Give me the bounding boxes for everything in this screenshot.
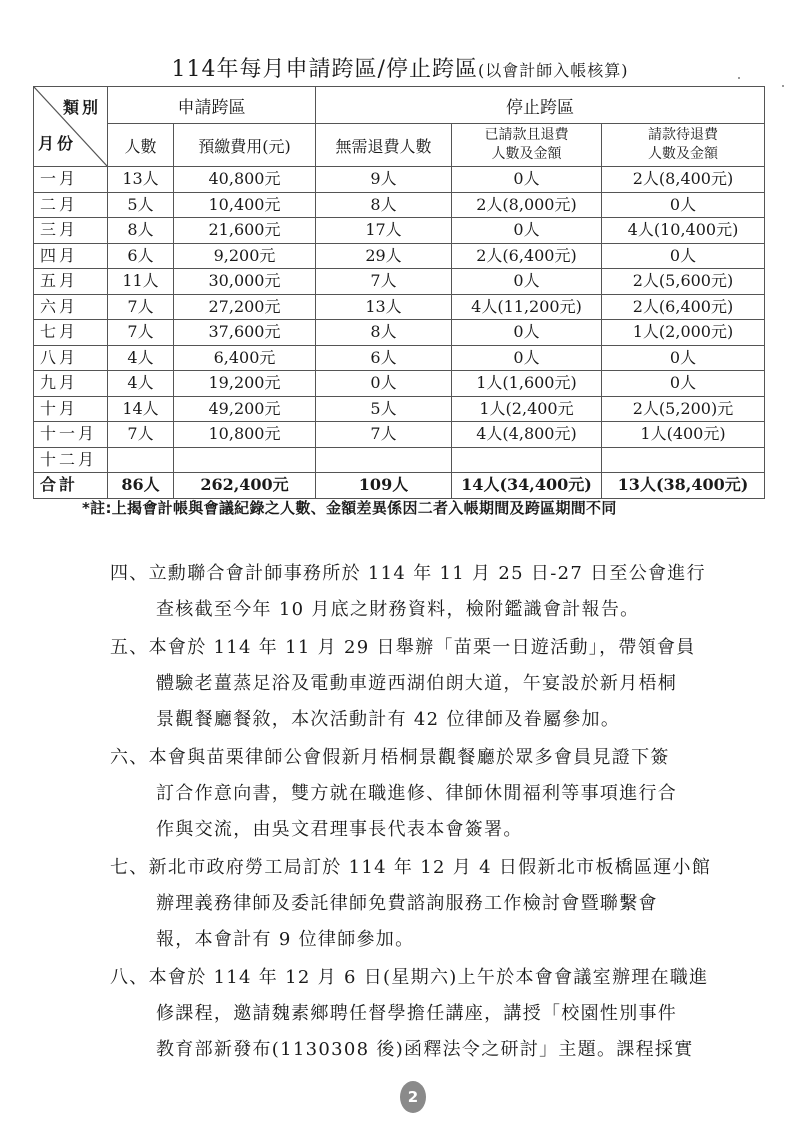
cell-prepaid bbox=[174, 447, 316, 473]
cell-month: 八月 bbox=[34, 345, 108, 371]
cell-refunded: 0人 bbox=[452, 320, 602, 346]
table-row bbox=[34, 422, 765, 448]
group-header-stop: 停止跨區 bbox=[316, 87, 765, 124]
table-row bbox=[34, 320, 765, 346]
agenda-item bbox=[110, 850, 770, 958]
agenda-item bbox=[110, 740, 770, 848]
cell-apply-count: 13人 bbox=[108, 167, 174, 193]
cell-prepaid: 40,800元 bbox=[174, 167, 316, 193]
cell-refunded: 2人(6,400元) bbox=[452, 243, 602, 269]
cell-month: 十月 bbox=[34, 396, 108, 422]
table-row bbox=[34, 269, 765, 295]
agenda-item-line: 教育部新發布(1130308 後)函釋法令之研討」主題。課程採實 bbox=[156, 1039, 694, 1060]
cell-no-refund: 7人 bbox=[316, 269, 452, 295]
title-sub: (以會計師入帳核算) bbox=[477, 61, 629, 80]
agenda-item-line: 報，本會計有 9 位律師參加。 bbox=[156, 929, 415, 950]
cell-pending: 2人(6,400元) bbox=[602, 294, 765, 320]
agenda-item-line: 七、新北市政府勞工局訂於 114 年 12 月 4 日假新北市板橋區運小館 bbox=[110, 857, 712, 878]
col-header-refunded bbox=[452, 124, 602, 167]
table-row-total bbox=[34, 473, 765, 499]
cell-no-refund: 9人 bbox=[316, 167, 452, 193]
document-title bbox=[0, 52, 800, 83]
agenda-item-line: 八、本會於 114 年 12 月 6 日(星期六)上午於本會會議室辦理在職進 bbox=[110, 967, 709, 988]
cell-apply-count: 4人 bbox=[108, 371, 174, 397]
cell-month: 合計 bbox=[34, 473, 108, 499]
cell-no-refund: 17人 bbox=[316, 218, 452, 244]
cell-no-refund: 7人 bbox=[316, 422, 452, 448]
agenda-item-line: 訂合作意向書，雙方就在職進修、律師休閒福利等事項進行合 bbox=[156, 783, 678, 804]
cell-month: 六月 bbox=[34, 294, 108, 320]
cell-month: 二月 bbox=[34, 192, 108, 218]
table-row bbox=[34, 345, 765, 371]
cell-pending: 0人 bbox=[602, 371, 765, 397]
cell-apply-count: 14人 bbox=[108, 396, 174, 422]
cell-pending bbox=[602, 447, 765, 473]
col-header-pending bbox=[602, 124, 765, 167]
cell-no-refund bbox=[316, 447, 452, 473]
cell-apply-count: 86人 bbox=[108, 473, 174, 499]
col-header-refunded-line2: 人數及金額 bbox=[491, 146, 562, 162]
cell-pending: 1人(2,000元) bbox=[602, 320, 765, 346]
cell-no-refund: 8人 bbox=[316, 192, 452, 218]
cell-no-refund: 109人 bbox=[316, 473, 452, 499]
col-header-refunded-line1: 已請款且退費 bbox=[484, 127, 569, 143]
cell-pending: 2人(5,600元) bbox=[602, 269, 765, 295]
cell-pending: 0人 bbox=[602, 243, 765, 269]
cell-refunded: 1人(2,400元 bbox=[452, 396, 602, 422]
agenda-item-line: 作與交流，由吳文君理事長代表本會簽署。 bbox=[156, 819, 523, 840]
scan-speck bbox=[782, 85, 784, 87]
cell-apply-count: 8人 bbox=[108, 218, 174, 244]
table-row bbox=[34, 167, 765, 193]
cell-refunded: 4人(4,800元) bbox=[452, 422, 602, 448]
col-header-pending-line2: 人數及金額 bbox=[648, 146, 718, 162]
cell-no-refund: 13人 bbox=[316, 294, 452, 320]
cell-month: 四月 bbox=[34, 243, 108, 269]
meeting-items bbox=[110, 556, 770, 1070]
cell-pending: 1人(400元) bbox=[602, 422, 765, 448]
cell-prepaid: 6,400元 bbox=[174, 345, 316, 371]
cell-refunded bbox=[452, 447, 602, 473]
cell-pending: 2人(8,400元) bbox=[602, 167, 765, 193]
corner-header bbox=[34, 87, 108, 167]
col-header-count: 人數 bbox=[108, 124, 174, 167]
cell-prepaid: 27,200元 bbox=[174, 294, 316, 320]
col-header-pending-line1: 請款待退費 bbox=[648, 127, 718, 143]
cell-prepaid: 37,600元 bbox=[174, 320, 316, 346]
cell-refunded: 14人(34,400元) bbox=[452, 473, 602, 499]
corner-month-label: 月份 bbox=[38, 134, 77, 153]
cell-no-refund: 6人 bbox=[316, 345, 452, 371]
cell-month: 十一月 bbox=[34, 422, 108, 448]
cell-month: 一月 bbox=[34, 167, 108, 193]
cell-refunded: 0人 bbox=[452, 269, 602, 295]
table-row bbox=[34, 447, 765, 473]
cell-pending: 13人(38,400元) bbox=[602, 473, 765, 499]
group-header-apply: 申請跨區 bbox=[108, 87, 316, 124]
cell-prepaid: 10,800元 bbox=[174, 422, 316, 448]
agenda-item bbox=[110, 960, 770, 1068]
agenda-item-line: 六、本會與苗栗律師公會假新月梧桐景觀餐廳於眾多會員見證下簽 bbox=[110, 747, 670, 768]
cell-month: 三月 bbox=[34, 218, 108, 244]
cell-no-refund: 0人 bbox=[316, 371, 452, 397]
cell-refunded: 1人(1,600元) bbox=[452, 371, 602, 397]
cell-refunded: 0人 bbox=[452, 218, 602, 244]
agenda-item-line: 四、立勳聯合會計師事務所於 114 年 11 月 25 日-27 日至公會進行 bbox=[110, 563, 706, 584]
cell-prepaid: 21,600元 bbox=[174, 218, 316, 244]
cell-pending: 0人 bbox=[602, 345, 765, 371]
cell-prepaid: 30,000元 bbox=[174, 269, 316, 295]
col-header-prepaid: 預繳費用(元) bbox=[174, 124, 316, 167]
table-row bbox=[34, 192, 765, 218]
corner-category-label: 類別 bbox=[62, 98, 101, 117]
table-row bbox=[34, 396, 765, 422]
table-row bbox=[34, 218, 765, 244]
cell-apply-count: 7人 bbox=[108, 294, 174, 320]
table-row bbox=[34, 294, 765, 320]
agenda-item bbox=[110, 630, 770, 738]
cell-no-refund: 8人 bbox=[316, 320, 452, 346]
cell-apply-count: 4人 bbox=[108, 345, 174, 371]
cell-apply-count: 7人 bbox=[108, 320, 174, 346]
agenda-item-line: 體驗老薑蒸足浴及電動車遊西湖伯朗大道，午宴設於新月梧桐 bbox=[156, 673, 678, 694]
cell-refunded: 4人(11,200元) bbox=[452, 294, 602, 320]
cell-refunded: 2人(8,000元) bbox=[452, 192, 602, 218]
cell-prepaid: 49,200元 bbox=[174, 396, 316, 422]
cell-apply-count: 7人 bbox=[108, 422, 174, 448]
agenda-item-line: 查核截至今年 10 月底之財務資料，檢附鑑識會計報告。 bbox=[156, 599, 640, 620]
cell-pending: 0人 bbox=[602, 192, 765, 218]
cell-refunded: 0人 bbox=[452, 345, 602, 371]
cell-prepaid: 9,200元 bbox=[174, 243, 316, 269]
table-row bbox=[34, 243, 765, 269]
agenda-item-line: 景觀餐廳餐敘，本次活動計有 42 位律師及眷屬參加。 bbox=[156, 709, 621, 730]
cell-apply-count: 5人 bbox=[108, 192, 174, 218]
cell-no-refund: 5人 bbox=[316, 396, 452, 422]
cell-prepaid: 19,200元 bbox=[174, 371, 316, 397]
monthly-transfer-table bbox=[33, 86, 765, 499]
cell-prepaid: 262,400元 bbox=[174, 473, 316, 499]
scan-speck bbox=[738, 77, 740, 79]
cell-pending: 4人(10,400元) bbox=[602, 218, 765, 244]
cell-month: 九月 bbox=[34, 371, 108, 397]
agenda-item bbox=[110, 556, 770, 628]
agenda-item-line: 五、本會於 114 年 11 月 29 日舉辦「苗栗一日遊活動」，帶領會員 bbox=[110, 637, 696, 658]
title-main: 114年每月申請跨區/停止跨區 bbox=[171, 57, 478, 82]
cell-no-refund: 29人 bbox=[316, 243, 452, 269]
cell-apply-count: 6人 bbox=[108, 243, 174, 269]
agenda-item-line: 修課程，邀請魏素鄉聘任督學擔任講座，講授「校園性別事件 bbox=[156, 1003, 678, 1024]
cell-month: 七月 bbox=[34, 320, 108, 346]
agenda-item-line: 辦理義務律師及委託律師免費諮詢服務工作檢討會暨聯繫會 bbox=[156, 893, 658, 914]
cell-pending: 2人(5,200)元 bbox=[602, 396, 765, 422]
cell-month: 十二月 bbox=[34, 447, 108, 473]
table-footnote: *註:上揭會計帳與會議紀錄之人數、金額差異係因二者入帳期間及跨區期間不同 bbox=[82, 499, 617, 517]
page-number-badge: 2 bbox=[400, 1081, 426, 1113]
col-header-no-refund: 無需退費人數 bbox=[316, 124, 452, 167]
cell-refunded: 0人 bbox=[452, 167, 602, 193]
cell-apply-count: 11人 bbox=[108, 269, 174, 295]
cell-prepaid: 10,400元 bbox=[174, 192, 316, 218]
cell-month: 五月 bbox=[34, 269, 108, 295]
table-row bbox=[34, 371, 765, 397]
cell-apply-count bbox=[108, 447, 174, 473]
